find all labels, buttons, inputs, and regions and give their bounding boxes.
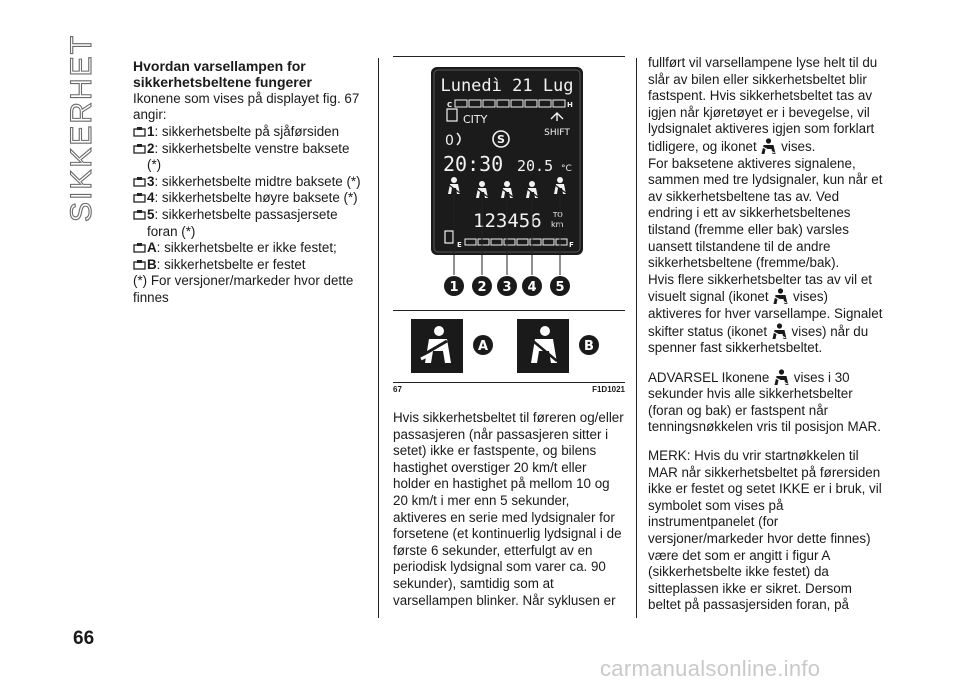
belt-unfastened-icon	[411, 319, 463, 373]
body-paragraph: For baksetene aktiveres signalene, sammen med tre lydsignaler, kun når et av sikkerhetsbeltene tas av. Ved endring i ett av sikkerhetsbeltenes tilstand (fremme eller bak) varsles uansett tilstandene til de andre sikkerhetsbeltene (fremme/bak).	[648, 155, 883, 271]
callout-3	[497, 276, 517, 296]
watermark: carmanualsonline.info	[600, 656, 821, 681]
belt-fastened-icon	[517, 319, 569, 373]
display-date: Lunedì 21 Lug	[440, 76, 574, 96]
callout-4	[522, 276, 542, 296]
svg-text:2: 2	[477, 280, 487, 295]
seatbelt-bullet-icon	[133, 143, 147, 155]
seatbelt-bullet-icon	[133, 192, 147, 204]
seatbelt-warning-icon	[760, 138, 777, 154]
light-indicator-icon: 0	[445, 133, 454, 149]
page-number: 66	[73, 628, 95, 649]
list-item: 2: sikkerhetsbelte venstre baksete (*)	[133, 141, 361, 174]
display-unit-bottom: km	[551, 220, 564, 229]
svg-text:3: 3	[502, 280, 512, 295]
badge-b	[579, 335, 599, 355]
column-divider	[636, 58, 637, 618]
intro-text: Ikonene som vises på displayet fig. 67 angir:	[133, 90, 360, 123]
svg-text:1: 1	[449, 280, 459, 295]
list-item: B: sikkerhetsbelte er festet	[133, 257, 361, 274]
list-item: A: sikkerhetsbelte er ikke festet;	[133, 240, 361, 257]
seatbelt-warning-icon	[772, 288, 789, 304]
seatbelt-bullet-icon	[133, 242, 147, 254]
svg-text:B: B	[584, 339, 594, 354]
display-city: CITY	[463, 113, 488, 126]
gauge-e-label: E	[457, 241, 462, 249]
figure-divider-rule	[393, 310, 625, 311]
gauge-c-label: C	[447, 101, 453, 109]
list-item: 4: sikkerhetsbelte høyre baksete (*)	[133, 190, 361, 207]
svg-text:A: A	[477, 339, 489, 354]
body-paragraph: Hvis sikkerhetsbeltet til føreren og/eller passasjeren (når passasjeren sitter i setet) ikke er fastspente, og bilens hastighet overstiger 20 km/t eller holder en hastighet på mellom 10 og 20 km/t i mer enn 5 sekunder, aktiveres en serie med lydsignaler for forsetene (et kontinuerlig lydsignal i de første 6 sekunder, etterfulgt av en periodisk lydsignal som varer ca. 90 sekunder), samtidig som at varsellampen blinker. Når syklusen er	[393, 410, 624, 608]
callout-2	[472, 276, 492, 296]
figure-number: 67	[393, 385, 402, 394]
figure-67	[393, 55, 625, 380]
warning-paragraph: ADVARSEL Ikonene vises i 30 sekunder hvis alle sikkerhetsbelter (foran og bak) er fastspent når tenningsnøkkelen vris til posisjon MAR.	[648, 369, 881, 435]
column-3	[648, 55, 884, 614]
column-divider	[378, 58, 379, 618]
instrument-display-figure	[393, 55, 625, 375]
section-heading: Hvordan varsellampen for sikkerhetsbeltene fungerer	[133, 58, 312, 91]
gauge-f-label: F	[569, 241, 574, 249]
svg-text:5: 5	[555, 280, 565, 295]
column-2	[393, 410, 625, 609]
seatbelt-bullet-icon	[133, 176, 147, 188]
callout-1	[444, 276, 464, 296]
seatbelt-bullet-icon	[133, 259, 147, 271]
svg-text:S: S	[497, 133, 505, 146]
column-1	[133, 58, 361, 307]
section-tab	[60, 33, 104, 223]
footnote: (*) For versjoner/markeder hvor dette finnes	[133, 273, 354, 305]
section-tab-label: SIKKERHET	[65, 33, 98, 223]
gauge-h-label: H	[567, 101, 573, 109]
seatbelt-warning-icon	[771, 323, 788, 339]
display-temp-unit: °C	[561, 164, 572, 174]
display-temperature: 20.5	[517, 157, 554, 175]
svg-text:4: 4	[527, 280, 537, 295]
display-clock: 20:30	[443, 152, 504, 176]
body-paragraph: Hvis flere sikkerhetsbelter tas av vil et visuelt signal (ikonet vises) aktiveres for hver varsellampe. Signalet skifter status (ikonet vises) når du spenner fast sikkerhetsbeltet.	[648, 271, 883, 356]
display-shift: SHIFT	[544, 128, 570, 138]
list-item: 5: sikkerhetsbelte passasjersete foran (*)	[133, 207, 361, 240]
figure-code: F1D1021	[592, 385, 625, 394]
seatbelt-bullet-icon	[133, 209, 147, 221]
list-item: 3: sikkerhetsbelte midtre baksete (*)	[133, 174, 361, 191]
list-item: 1: sikkerhetsbelte på sjåførsiden	[133, 124, 361, 141]
badge-a	[473, 335, 493, 355]
display-odometer: 123456	[473, 210, 542, 232]
figure-caption	[393, 385, 625, 394]
seatbelt-warning-icon	[773, 369, 790, 385]
figure-bottom-rule	[393, 382, 625, 383]
seatbelt-bullet-icon	[133, 126, 147, 138]
callout-5	[550, 276, 570, 296]
body-paragraph: fullført vil varsellampene lyse helt til du slår av bilen eller sikkerhetsbeltet blir fastspent. Hvis sikkerhetsbeltet tas av igjen når kjøretøyet er i bevegelse, vil lydsignalet aktiveres igjen som forklart tidligere, og ikonet vises.	[648, 55, 878, 154]
display-unit-top: TO	[553, 211, 563, 219]
note-paragraph: MERK: Hvis du vrir startnøkkelen til MAR når sikkerhetsbeltet på førersiden ikke er festet og setet IKKE er i bruk, vil symbolet som vises på instrumentpanelet (for versjoner/markeder hvor dette finnes) være det som er angitt i figur A (sikkerhetsbelte ikke festet) da sitteplassen ikke er sikret. Dersom beltet på passasjersiden foran, på	[648, 448, 882, 613]
